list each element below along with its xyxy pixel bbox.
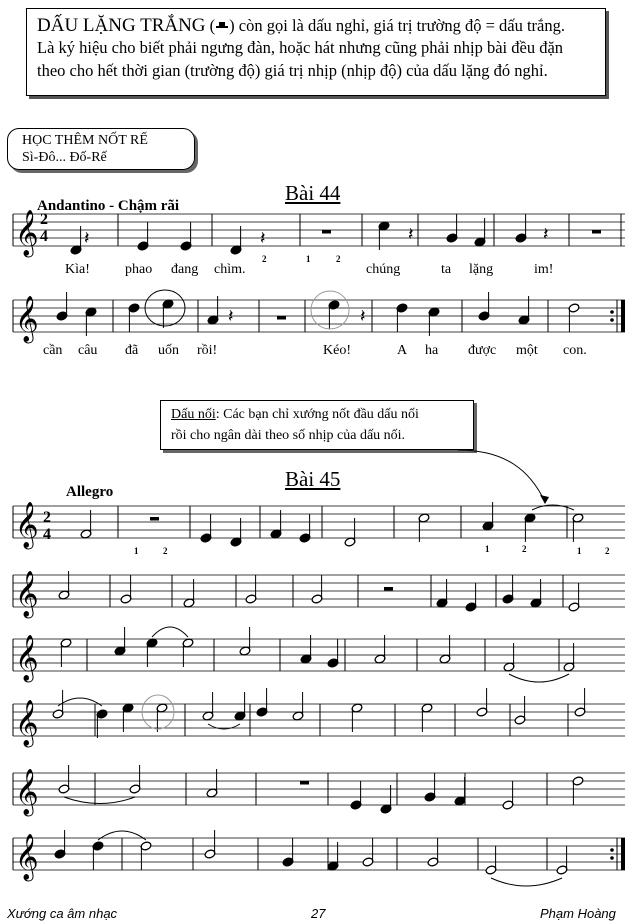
lyric: câu bbox=[78, 343, 98, 358]
half-rest-icon bbox=[277, 316, 286, 320]
lesson44-title: Bài 44 bbox=[285, 181, 341, 205]
tie-arc bbox=[64, 797, 135, 804]
treble-clef-icon: 𝄞 bbox=[15, 210, 39, 255]
time-signature-top: 2 bbox=[40, 211, 48, 228]
treble-clef-icon: 𝄞 bbox=[15, 769, 39, 814]
treble-clef-icon: 𝄞 bbox=[15, 635, 39, 680]
treble-clef-icon: 𝄞 bbox=[15, 834, 39, 879]
lesson44-tempo: Andantino - Chậm rãi bbox=[37, 198, 180, 214]
tie-arc bbox=[491, 878, 562, 886]
time-signature-top: 2 bbox=[43, 509, 51, 526]
time-signature-bottom: 4 bbox=[40, 228, 48, 245]
count-number: 1 bbox=[306, 254, 311, 264]
half-rest-icon bbox=[592, 230, 601, 234]
time-signature-bottom: 4 bbox=[43, 526, 51, 543]
treble-clef-icon: 𝄞 bbox=[15, 571, 39, 616]
lyric: đã bbox=[125, 343, 139, 358]
repeat-dot bbox=[610, 856, 614, 860]
count-number: 2 bbox=[262, 254, 267, 264]
tie-note-label: Dấu nối bbox=[171, 407, 216, 422]
lyric: cần bbox=[43, 343, 63, 358]
intro-line1: DẤU LẶNG TRẮNG ( ) còn gọi là dấu nghỉ, giá trị trường độ = dấu trắng. bbox=[37, 15, 565, 36]
lyric: đang bbox=[171, 262, 199, 277]
repeat-dot bbox=[610, 310, 614, 314]
repeat-dot bbox=[610, 848, 614, 852]
half-rest-icon bbox=[384, 587, 393, 591]
lyric: im! bbox=[534, 262, 554, 277]
treble-clef-icon: 𝄞 bbox=[15, 296, 39, 341]
treble-clef-icon: 𝄞 bbox=[15, 502, 39, 547]
lyric: phao bbox=[125, 262, 153, 277]
half-rest-icon bbox=[150, 517, 159, 521]
count-number: 2 bbox=[336, 254, 341, 264]
lyric: ta bbox=[441, 262, 452, 277]
count-number: 2 bbox=[163, 546, 168, 556]
quarter-rest-icon: 𝄽 bbox=[84, 228, 90, 248]
intro-line1-text: còn gọi là dấu nghỉ, giá trị trường độ = dấu trắng. bbox=[238, 16, 565, 35]
quarter-rest-icon: 𝄽 bbox=[260, 228, 266, 248]
lyric: một bbox=[516, 343, 538, 358]
lyric: chúng bbox=[366, 262, 401, 277]
treble-clef-icon: 𝄞 bbox=[15, 700, 39, 745]
lyric: A bbox=[397, 343, 408, 358]
tie-arc bbox=[152, 627, 188, 637]
repeat-dot bbox=[610, 318, 614, 322]
tie-note-text2: rồi cho ngân dài theo số nhịp của dấu nối. bbox=[171, 428, 406, 443]
lyric: chìm. bbox=[214, 262, 246, 277]
half-rest-icon bbox=[322, 230, 331, 234]
highlight-circle bbox=[311, 291, 349, 329]
count-number: 2 bbox=[522, 544, 527, 554]
lyric: lặng bbox=[469, 262, 494, 277]
lyric: Kéo! bbox=[323, 343, 351, 358]
lyric: rồi! bbox=[197, 343, 218, 358]
intro-line2: Là ký hiệu cho biết phải ngưng đàn, hoặc hát nhưng cũng phải nhịp bài đều đặn bbox=[37, 38, 564, 57]
quarter-rest-icon: 𝄽 bbox=[408, 224, 414, 244]
lyric: con. bbox=[563, 343, 587, 358]
half-rest-icon bbox=[300, 781, 309, 785]
count-number: 1 bbox=[134, 546, 139, 556]
tie-note-arrow bbox=[458, 450, 545, 502]
final-barline bbox=[621, 838, 625, 870]
footer-left: Xướng ca âm nhạc bbox=[7, 906, 118, 921]
lyric: ha bbox=[425, 343, 439, 358]
lyric: được bbox=[468, 343, 497, 358]
learn-more-title: HỌC THÊM NỐT RẾ bbox=[22, 133, 148, 148]
quarter-rest-icon: 𝄽 bbox=[543, 224, 549, 244]
intro-title: DẤU LẶNG TRẮNG bbox=[37, 15, 206, 36]
footer-right: Phạm Hoàng bbox=[540, 906, 616, 921]
count-number: 2 bbox=[605, 546, 610, 556]
tie-note-text1: : Các bạn chỉ xướng nốt đầu dấu nối bbox=[215, 407, 419, 422]
final-barline bbox=[621, 300, 625, 332]
arrow-head-icon bbox=[540, 495, 549, 504]
learn-more-subtitle: Sì-Đô... Đố-Rế bbox=[22, 150, 107, 165]
lyric: uốn bbox=[158, 343, 179, 358]
quarter-rest-icon: 𝄽 bbox=[360, 306, 366, 326]
count-number: 1 bbox=[485, 544, 490, 554]
lesson45-title: Bài 45 bbox=[285, 467, 341, 491]
page-number: 27 bbox=[311, 906, 326, 921]
lyric: Kìa! bbox=[65, 262, 90, 277]
intro-line3: theo cho hết thời gian (trường độ) giá trị nhịp (nhịp độ) của dấu lặng đó nghỉ. bbox=[37, 61, 548, 80]
tie-arc bbox=[509, 674, 569, 682]
quarter-rest-icon: 𝄽 bbox=[228, 306, 234, 326]
count-number: 1 bbox=[577, 546, 582, 556]
lesson45-tempo: Allegro bbox=[66, 484, 114, 500]
